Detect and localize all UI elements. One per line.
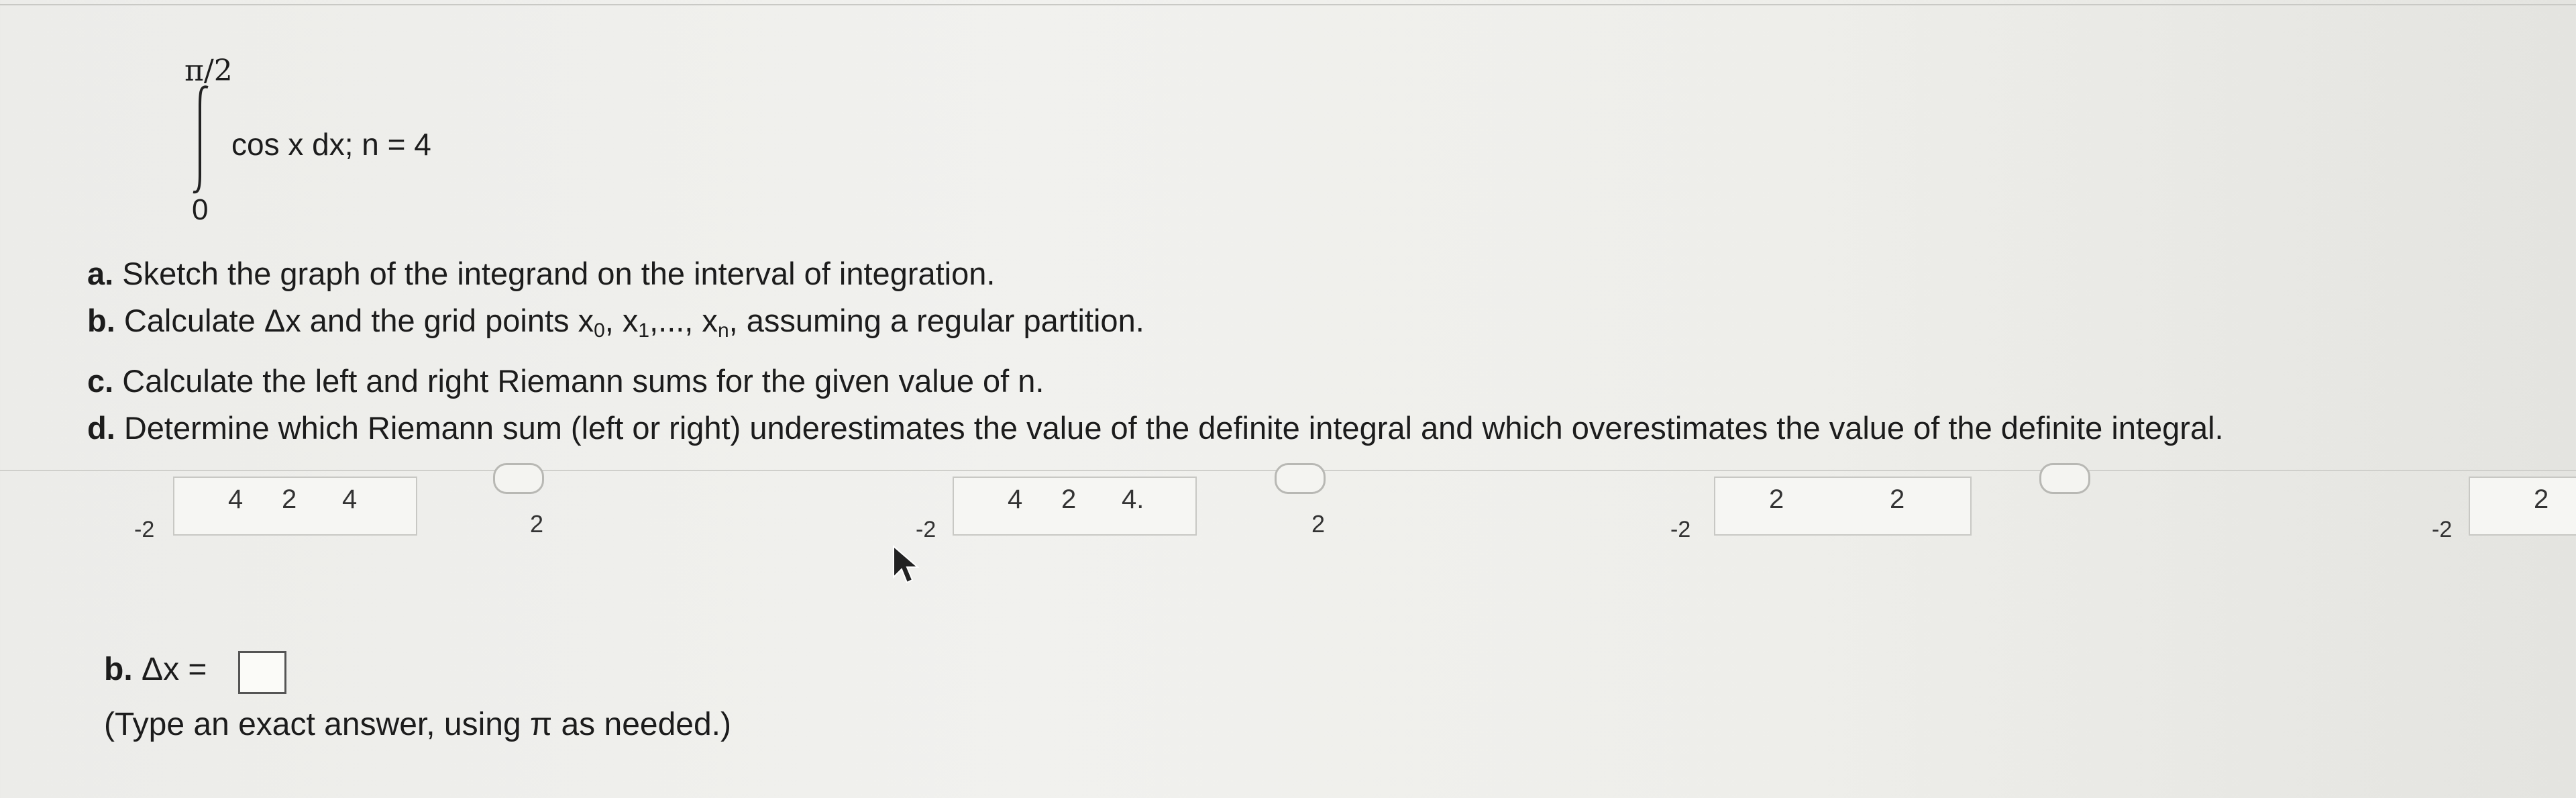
top-border (0, 4, 2576, 5)
delta-x-input[interactable] (238, 651, 286, 694)
integrand: cos x dx; n = 4 (231, 127, 431, 162)
graph-option-2[interactable]: 4 2 4. (953, 477, 1197, 536)
graph-option-3-radio[interactable] (2039, 463, 2090, 494)
graph-option-3[interactable]: 2 2 (1714, 477, 1972, 536)
question-c: c. Calculate the left and right Riemann sums for the given value of n. (87, 363, 1044, 399)
integral-lower-limit: 0 (192, 193, 209, 226)
graph-option-2-radio[interactable] (1275, 463, 1326, 494)
integral-upper-limit: π/2 (184, 54, 233, 88)
graph-option-4-neg-label: -2 (2432, 517, 2453, 542)
question-a: a. Sketch the graph of the integrand on the interval of integration. (87, 256, 996, 291)
graph-option-1-radio[interactable] (493, 463, 544, 494)
graph-option-3-neg-label: -2 (1670, 517, 1691, 542)
integral-expression (168, 47, 570, 235)
answer-hint: (Type an exact answer, using π as needed.) (104, 707, 731, 742)
graph-option-2-neg-label: -2 (916, 517, 936, 542)
graph-option-1-neg-label: -2 (134, 517, 155, 542)
radio-label-1: 2 (530, 510, 544, 538)
radio-label-2: 2 (1311, 510, 1326, 538)
mouse-cursor-icon (892, 545, 919, 585)
question-d: d. Determine which Riemann sum (left or right) underestimates the value of the definite integral and which overestimates the value of the definite integral. (87, 410, 2224, 446)
question-b: b. Calculate Δx and the grid points $x_0$, $x_1$,..., $x_n$, assuming a regular partition. (87, 303, 1144, 342)
answer-delta-x: b. Δx = (104, 652, 207, 687)
graph-option-4[interactable]: 2 (2469, 477, 2576, 536)
graph-option-1[interactable]: 4 2 4 (173, 477, 417, 536)
integral-sign-icon (188, 81, 215, 198)
